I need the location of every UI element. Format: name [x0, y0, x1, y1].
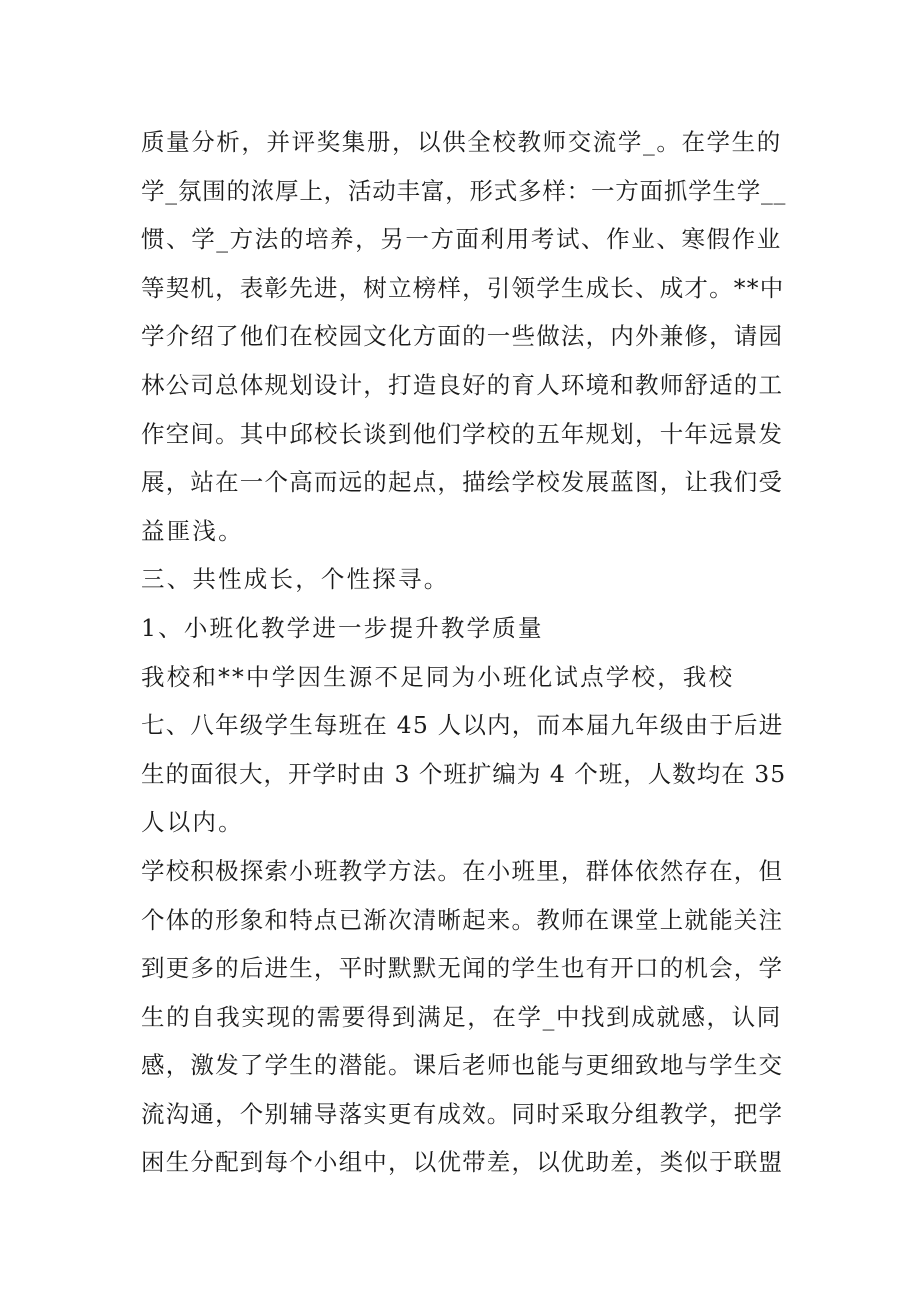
text-line: 流沟通，个别辅导落实更有成效。同时采取分组教学，把学: [141, 1099, 784, 1128]
text-line: 学介绍了他们在校园文化方面的一些做法，内外兼修，请园: [141, 322, 784, 351]
text-line: 惯、学_方法的培养，另一方面利用考试、作业、寒假作业: [141, 225, 782, 254]
section-heading: 三、共性成长，个性探寻。: [141, 565, 450, 594]
text-line: 学_氛围的浓厚上，活动丰富，形式多样：一方面抓学生学__: [141, 176, 787, 205]
text-line: 学校积极探索小班教学方法。在小班里，群体依然存在，但: [141, 856, 784, 885]
text-line: 等契机，表彰先进，树立榜样，引领学生成长、成才。**中: [141, 273, 785, 302]
text-line: 生的面很大，开学时由 3 个班扩编为 4 个班，人数均在 35: [141, 759, 787, 788]
text-line: 到更多的后进生，平时默默无闻的学生也有开口的机会，学: [141, 954, 784, 983]
text-line: 林公司总体规划设计，打造良好的育人环境和教师舒适的工: [141, 370, 784, 399]
text-line: 感，激发了学生的潜能。课后老师也能与更细致地与学生交: [141, 1051, 784, 1080]
text-line: 质量分析，并评奖集册，以供全校教师交流学_。在学生的: [141, 128, 782, 156]
document-body: [141, 118, 786, 1187]
text-line: 益匪浅。: [141, 516, 244, 545]
subsection-heading: 1、小班化教学进一步提升教学质量: [141, 613, 544, 642]
text-line: 人以内。: [141, 808, 244, 837]
text-line: 展，站在一个高而远的起点，描绘学校发展蓝图，让我们受: [141, 468, 784, 497]
text-line: 生的自我实现的需要得到满足，在学_中找到成就感，认同: [141, 1002, 782, 1031]
text-line: 个体的形象和特点已渐次清晰起来。教师在课堂上就能关注: [141, 905, 784, 934]
text-line: 困生分配到每个小组中，以优带差，以优助差，类似于联盟: [141, 1148, 784, 1177]
text-line: 作空间。其中邱校长谈到他们学校的五年规划，十年远景发: [141, 419, 784, 448]
text-line: 我校和**中学因生源不足同为小班化试点学校，我校: [141, 662, 735, 691]
text-line: 七、八年级学生每班在 45 人以内，而本届九年级由于后进: [141, 711, 784, 740]
